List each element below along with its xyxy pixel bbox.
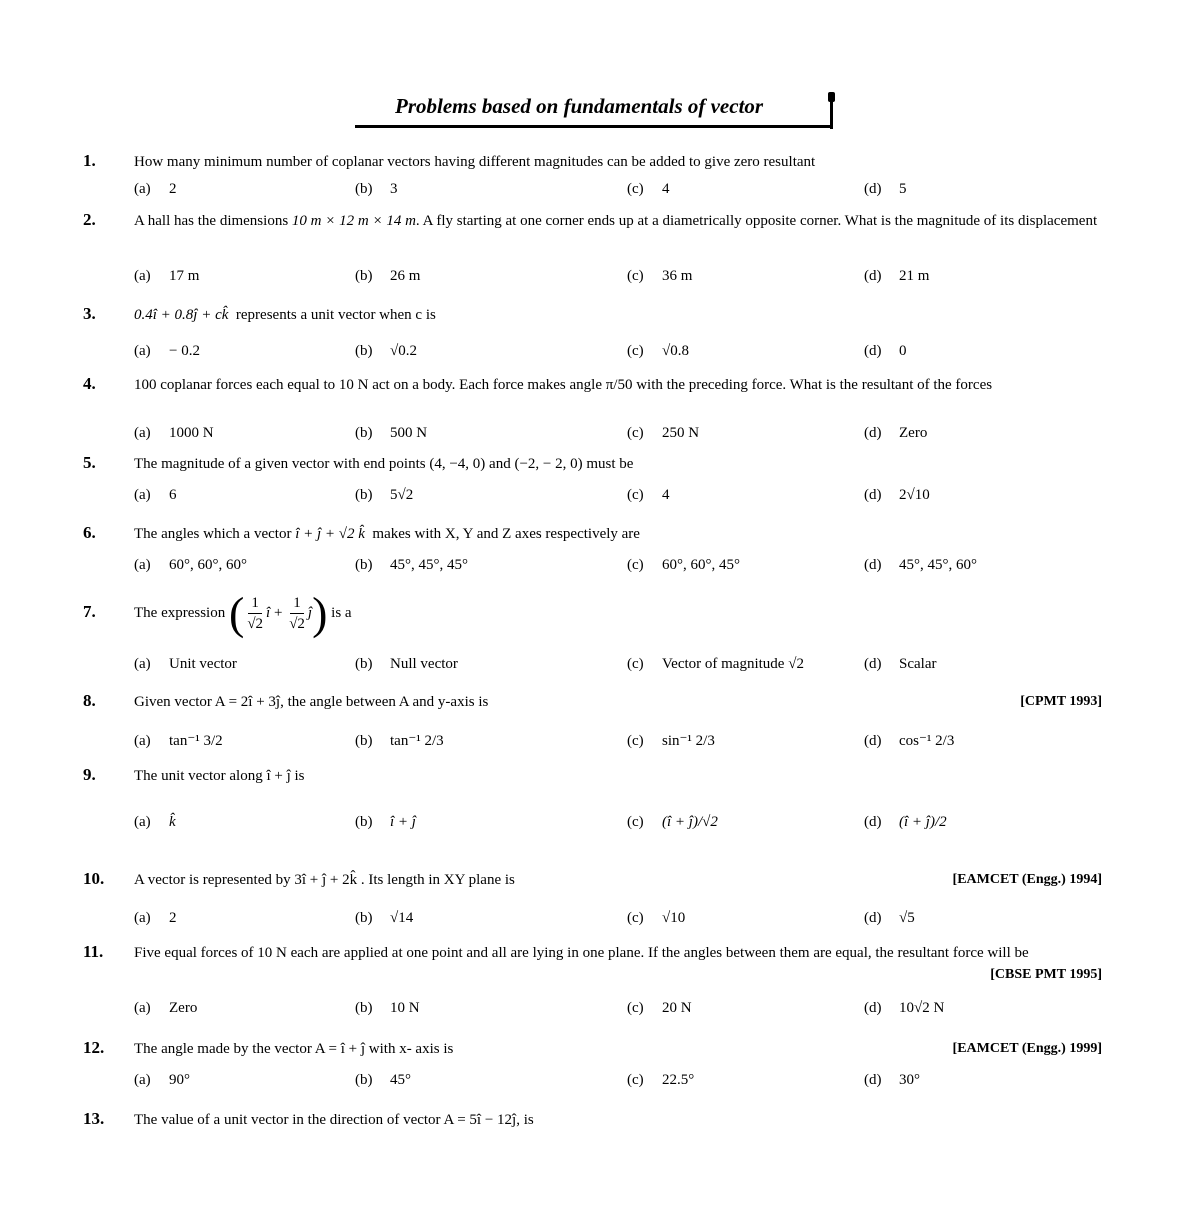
option-d: (d) 0 [864,343,907,359]
option-b: (b) 3 [355,181,398,197]
option-a: (a) k̂ [134,814,176,830]
option-b: (b) √14 [355,910,414,926]
left-paren: ( [228,587,245,639]
title-underline [355,125,833,128]
source-tag: [EAMCET (Engg.) 1999] [952,1041,1102,1056]
fraction: $\frac{1}{√2}$ [247,595,264,633]
option-b: (b) 500 N [355,425,428,441]
question-text: Five equal forces of 10 N each are applied at one point and all are lying in one plane. If the angles between them are equal, the resultant force will be [CBSE PMT 1995] [134,942,1102,986]
question-number: 6. [83,523,96,542]
option-a: (a) 6 [134,487,177,503]
option-d: (d) 30° [864,1072,920,1088]
option-a: (a) Zero [134,1000,198,1016]
question-text: 0.4î + 0.8ĵ + ck̂ represents a unit vector when c is [134,307,436,323]
option-c: (c) Vector of magnitude √2 [627,656,804,672]
option-c: (c) 36 m [627,268,693,284]
option-d: (d) 21 m [864,268,930,284]
question-number: 13. [83,1109,105,1128]
option-a: (a) 2 [134,910,177,926]
question-number: 1. [83,151,96,170]
question-number: 11. [83,942,104,961]
question-text: The unit vector along î + ĵ is [134,768,305,784]
option-d: (d) cos⁻¹ 2/3 [864,733,955,749]
question-text: The expression ( $\frac{1}{√2}$ î + $\frac{1}{√2}$ ĵ) is a [134,587,352,639]
question-text: The angles which a vector î + ĵ + √2 k̂ makes with X, Y and Z axes respectively are [134,526,640,542]
question-text: How many minimum number of coplanar vectors having different magnitudes can be added to give zero resultant [134,154,816,170]
question-number: 12. [83,1038,105,1057]
option-d: (d) Zero [864,425,928,441]
option-a: (a) 17 m [134,268,200,284]
fraction: $\frac{1}{√2}$ [289,595,305,633]
option-d: (d) Scalar [864,656,937,672]
source-tag: [CBSE PMT 1995] [990,967,1102,982]
option-c: (c) √10 [627,910,686,926]
option-a: (a) tan⁻¹ 3/2 [134,733,223,749]
option-c: (c) 4 [627,181,670,197]
right-paren: ) [312,587,328,639]
option-b: (b) î + ĵ [355,814,416,830]
option-b: (b) 45°, 45°, 45° [355,557,468,573]
title-bracket-bar [830,98,833,129]
question-number: 4. [83,374,96,393]
question-text: [CPMT 1993] Given vector A = 2î + 3ĵ, the angle between A and y-axis is [134,691,1102,713]
question-number: 10. [83,869,105,888]
question-number: 8. [83,691,96,710]
option-c: (c) 4 [627,487,670,503]
option-b: (b) 45° [355,1072,411,1088]
question-number: 7. [83,602,96,621]
option-d: (d) (î + ĵ)/2 [864,814,947,830]
option-c: (c) 22.5° [627,1072,695,1088]
option-b: (b) 10 N [355,1000,420,1016]
question-text: A hall has the dimensions 10 m × 12 m × 14 m. A fly starting at one corner ends up at a diametrically opposite corner. What is the magnitude of its displacement [134,213,1098,229]
source-tag: [CPMT 1993] [1020,694,1102,709]
option-d: (d) 45°, 45°, 60° [864,557,977,573]
title-bracket-knob [828,92,835,102]
option-c: (c) (î + ĵ)/√2 [627,814,718,830]
question-number: 9. [83,765,96,784]
option-c: (c) 20 N [627,1000,692,1016]
question-number: 3. [83,304,96,323]
option-d: (d) 10√2 N [864,1000,945,1016]
option-d: (d) 5 [864,181,907,197]
question-text: The value of a unit vector in the direction of vector A = 5î − 12ĵ, is [134,1112,534,1128]
option-a: (a) 60°, 60°, 60° [134,557,247,573]
question-text: The magnitude of a given vector with end points (4, −4, 0) and (−2, − 2, 0) must be [134,456,634,472]
option-b: (b) √0.2 [355,343,417,359]
section-title [355,92,833,128]
option-c: (c) 60°, 60°, 45° [627,557,740,573]
option-a: (a) 2 [134,181,177,197]
option-c: (c) sin⁻¹ 2/3 [627,733,715,749]
source-tag: [EAMCET (Engg.) 1994] [952,872,1102,887]
option-a: (a) 1000 N [134,425,214,441]
question-text: [EAMCET (Engg.) 1994] A vector is represented by 3î + ĵ + 2k̂ . Its length in XY plane is [134,869,1102,891]
option-b: (b) 5√2 [355,487,414,503]
option-b: (b) Null vector [355,656,458,672]
option-a: (a) Unit vector [134,656,237,672]
question-number: 2. [83,210,96,229]
question-text: [EAMCET (Engg.) 1999] The angle made by the vector A = î + ĵ with x- axis is [134,1038,1102,1060]
section-title-text: Problems based on fundamentals of vector [395,94,764,118]
question-text: 100 coplanar forces each equal to 10 N act on a body. Each force makes angle π/50 with the preceding force. What is the resultant of the forces [134,377,993,393]
option-a: (a) − 0.2 [134,343,200,359]
question-number: 5. [83,453,96,472]
option-d: (d) 2√10 [864,487,930,503]
option-d: (d) √5 [864,910,915,926]
option-a: (a) 90° [134,1072,190,1088]
option-b: (b) tan⁻¹ 2/3 [355,733,444,749]
option-b: (b) 26 m [355,268,421,284]
option-c: (c) √0.8 [627,343,689,359]
option-c: (c) 250 N [627,425,700,441]
